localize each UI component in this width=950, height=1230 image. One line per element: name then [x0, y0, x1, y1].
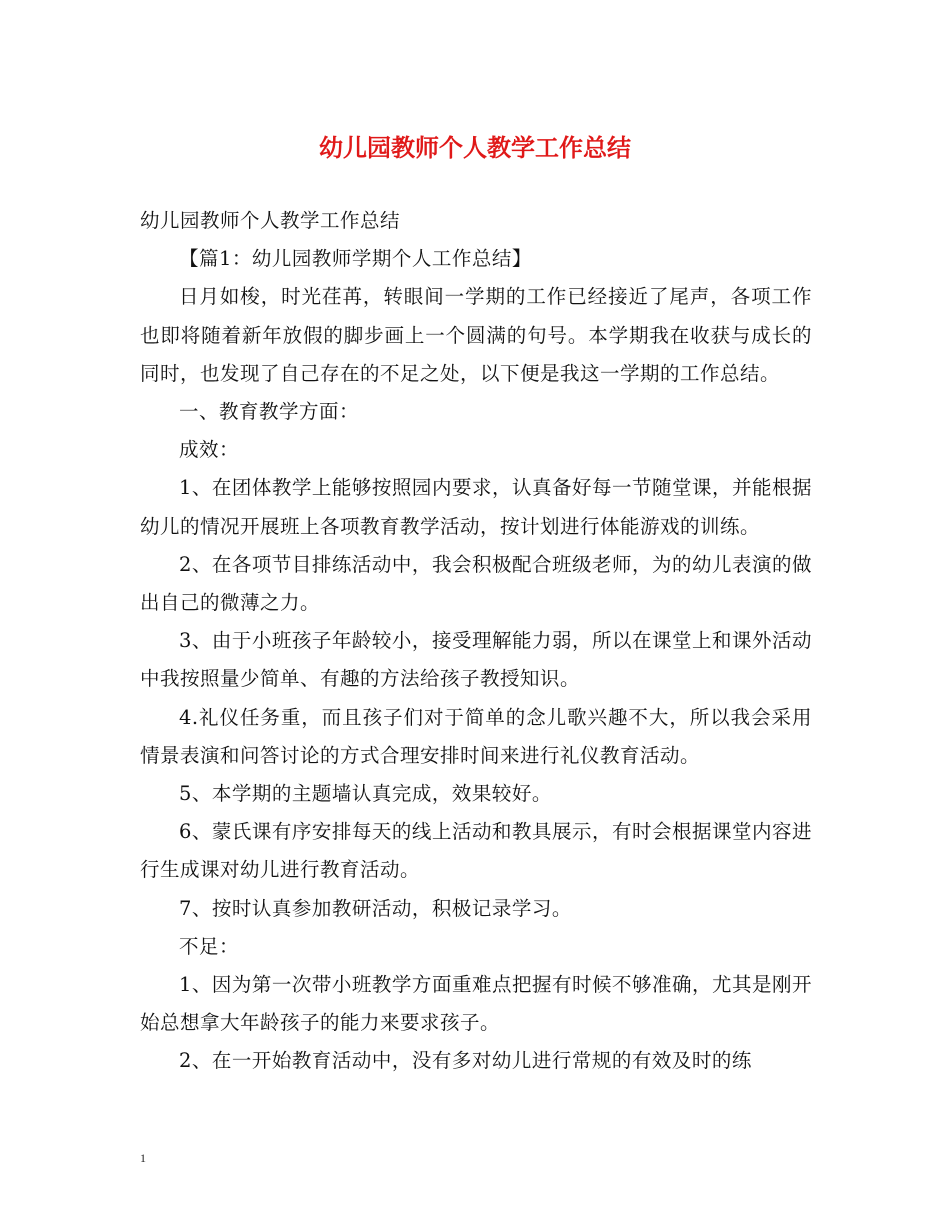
- paragraph-shortcomings-label: 不足：: [179, 934, 240, 958]
- paragraph-item-4: 4.礼仪任务重，而且孩子们对于简单的念儿歌兴趣不大，所以我会采用情景表演和问答讨论的方式合理安排时间来进行礼仪教育活动。: [140, 705, 812, 767]
- paragraph-item-1: 1、在团体教学上能够按照园内要求，认真备好每一节随堂课，并能根据幼儿的情况开展班上各项教育教学活动，按计划进行体能游戏的训练。: [140, 476, 812, 538]
- paragraph-shortcoming-2: 2、在一开始教育活动中，没有多对幼儿进行常规的有效及时的练: [179, 1049, 752, 1073]
- paragraph-item-7: 7、按时认真参加教研活动，积极记录学习。: [179, 896, 572, 920]
- body-heading: 幼儿园教师个人教学工作总结: [140, 209, 401, 232]
- document-body: [140, 202, 812, 1081]
- paragraph-item-6: 6、蒙氏课有序安排每天的线上活动和教具展示，有时会根据课堂内容进行生成课对幼儿进行教育活动。: [140, 820, 812, 882]
- paragraph-item-2: 2、在各项节目排练活动中，我会积极配合班级老师，为的幼儿表演的做出自己的微薄之力。: [140, 552, 812, 615]
- paragraph-intro: 日月如梭，时光荏苒，转眼间一学期的工作已经接近了尾声，各项工作也即将随着新年放假的脚步画上一个圆满的句号。本学期我在收获与成长的同时，也发现了自己存在的不足之处，以下便是我这一学期的工作总结。: [140, 285, 812, 385]
- paragraph-section-heading: 一、教育教学方面：: [179, 400, 360, 424]
- paragraph-shortcoming-1: 1、因为第一次带小班教学方面重难点把握有时候不够准确，尤其是刚开始总想拿大年龄孩子的能力来要求孩子。: [140, 973, 812, 1035]
- paragraph-item-5: 5、本学期的主题墙认真完成，效果较好。: [179, 782, 552, 806]
- section-label: 【篇1：幼儿园教师学期个人工作总结】: [179, 247, 532, 271]
- document-title: 幼儿园教师个人教学工作总结: [319, 133, 631, 162]
- paragraph-item-3: 3、由于小班孩子年龄较小，接受理解能力弱，所以在课堂上和课外活动中我按照量少简单、有趣的方法给孩子教授知识。: [140, 629, 812, 691]
- page-number: 1: [140, 1151, 146, 1165]
- paragraph-achievements-label: 成效：: [179, 438, 240, 462]
